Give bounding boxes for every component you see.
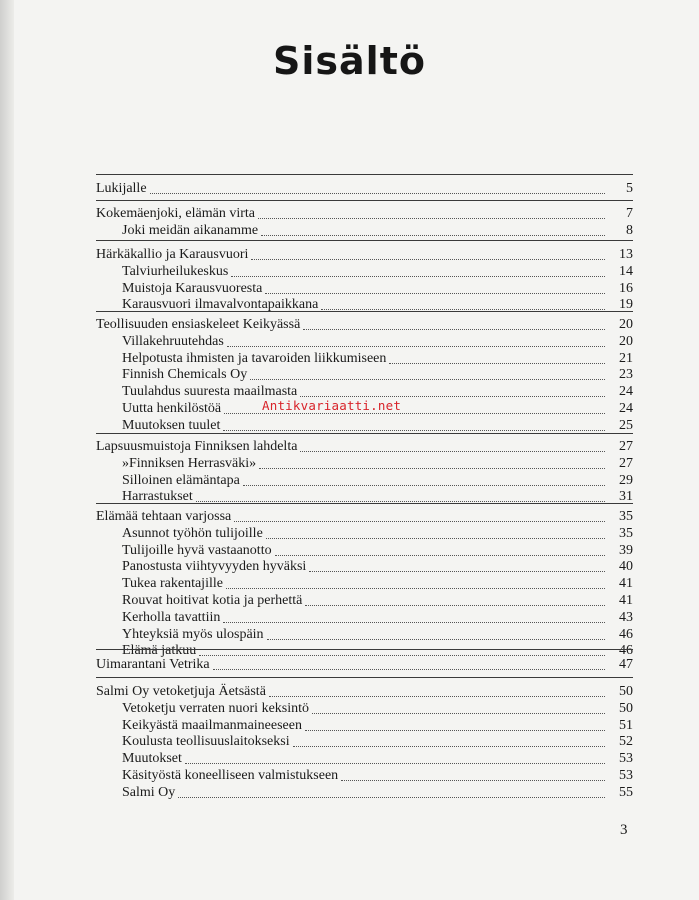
toc-subentry[interactable] (122, 700, 633, 717)
dot-leader (265, 293, 605, 294)
page-reference: 53 (619, 768, 633, 783)
section-title: Uimarantani Vetrika (96, 657, 210, 672)
subentry-title: Villakehruutehdas (122, 333, 224, 349)
dot-leader (259, 468, 605, 469)
subentry-title: Joki meidän aikanamme (122, 222, 259, 238)
subentry-title: Elämä jatkuu (122, 643, 197, 659)
section-title: Lapsuusmuistoja Finniksen lahdelta (96, 439, 298, 454)
subentry-title: Muutokset (122, 751, 182, 767)
toc-subentry[interactable] (122, 626, 633, 643)
section-separator (96, 200, 633, 201)
page-reference: 39 (619, 542, 633, 558)
subentry-title: Asunnot työhön tulijoille (122, 525, 263, 541)
dot-leader (258, 218, 605, 219)
subentry-title: Yhteyksiä myös ulospäin (122, 626, 264, 642)
toc-subentry[interactable] (122, 750, 633, 767)
toc-section-entry[interactable] (96, 656, 633, 673)
subentry-title: Helpotusta ihmisten ja tavaroiden liikkumiseen (122, 350, 387, 366)
subentry-title: Keikyästä maailmanmaineeseen (122, 717, 302, 733)
page-reference: 8 (626, 222, 633, 238)
toc-section-entry[interactable] (96, 508, 633, 525)
page-reference: 14 (619, 263, 633, 279)
dot-leader (223, 622, 605, 623)
subentry-title: Salmi Oy (122, 784, 176, 800)
subentry-title: Uutta henkilöstöä (122, 401, 222, 416)
dot-leader (234, 521, 605, 522)
dot-leader (223, 430, 605, 431)
subentry-title: Muistoja Karausvuoresta (122, 280, 263, 296)
page-reference: 35 (619, 509, 633, 524)
subentry-title: Muutoksen tuulet (122, 417, 221, 433)
page-reference: 55 (619, 784, 633, 800)
toc-subentry[interactable] (122, 400, 633, 417)
dot-leader (300, 451, 605, 452)
toc-subentry[interactable] (122, 417, 633, 434)
dot-leader (269, 696, 605, 697)
dot-leader (275, 555, 605, 556)
subentry-title: »Finniksen Herrasväki» (122, 455, 257, 471)
dot-leader (293, 746, 605, 747)
subentry-title: Vetoketju verraten nuori keksintö (122, 700, 310, 716)
section-separator (96, 433, 633, 434)
toc-subentry[interactable] (122, 592, 633, 609)
section-separator (96, 503, 633, 504)
page-reference: 21 (619, 350, 633, 366)
page-edge-shadow (0, 0, 14, 900)
page-reference: 52 (619, 734, 633, 750)
page-reference: 35 (619, 525, 633, 541)
section-title: Härkäkallio ja Karausvuori (96, 247, 249, 262)
page-reference: 7 (626, 206, 633, 221)
dot-leader (224, 413, 605, 414)
subentry-title: Finnish Chemicals Oy (122, 367, 248, 383)
toc-subentry[interactable] (122, 609, 633, 626)
toc-subentry[interactable] (122, 263, 633, 280)
toc-subentry[interactable] (122, 280, 633, 297)
page-reference: 24 (619, 401, 633, 416)
subentry-title: Tuulahdus suuresta maailmasta (122, 384, 298, 400)
subentry-title: Karausvuori ilmavalvontapaikkana (122, 297, 319, 313)
section-separator (96, 240, 633, 241)
page-reference: 51 (619, 717, 633, 733)
page-title: Sisältö (273, 39, 426, 84)
subentry-title: Tukea rakentajille (122, 576, 223, 592)
page-reference: 27 (619, 455, 633, 471)
dot-leader (309, 571, 605, 572)
page-reference: 53 (619, 751, 633, 767)
dot-leader (267, 639, 605, 640)
toc-section-entry[interactable] (96, 180, 633, 197)
section-title: Kokemäenjoki, elämän virta (96, 206, 255, 221)
dot-leader (312, 713, 605, 714)
page-reference: 46 (619, 626, 633, 642)
toc-subentry[interactable] (122, 366, 633, 383)
dot-leader (213, 669, 605, 670)
page-reference: 50 (619, 700, 633, 716)
subentry-title: Rouvat hoitivat kotia ja perhettä (122, 593, 303, 608)
dot-leader (250, 379, 605, 380)
subentry-title: Panostusta viihtyvyyden hyväksi (122, 559, 307, 575)
toc-section-entry[interactable] (96, 683, 633, 700)
page-reference: 41 (619, 576, 633, 592)
subentry-title: Talviurheilukeskus (122, 263, 229, 279)
page-reference: 24 (619, 384, 633, 400)
toc-subentry[interactable] (122, 333, 633, 350)
dot-leader (300, 396, 605, 397)
page-reference: 23 (619, 367, 633, 383)
section-separator (96, 174, 633, 175)
section-separator (96, 311, 633, 312)
page-reference: 41 (619, 593, 633, 608)
page-reference: 20 (619, 333, 633, 349)
dot-leader (243, 485, 605, 486)
section-title: Salmi Oy vetoketjuja Äetsästä (96, 684, 266, 699)
page-reference: 29 (619, 472, 633, 488)
section-title: Teollisuuden ensiaskeleet Keikyässä (96, 317, 301, 332)
toc-section-entry[interactable] (96, 246, 633, 263)
page-reference: 31 (619, 489, 633, 505)
page-reference: 19 (619, 297, 633, 313)
toc-section-entry[interactable] (96, 316, 633, 333)
dot-leader (266, 538, 605, 539)
section-title: Elämää tehtaan varjossa (96, 509, 232, 524)
subentry-title: Tulijoille hyvä vastaanotto (122, 542, 272, 558)
page-reference: 46 (619, 643, 633, 659)
dot-leader (261, 235, 605, 236)
toc-subentry[interactable] (122, 784, 633, 801)
toc-subentry[interactable] (122, 542, 633, 559)
toc-subentry[interactable] (122, 472, 633, 489)
toc-subentry[interactable] (122, 558, 633, 575)
toc-subentry[interactable] (122, 525, 633, 542)
section-separator (96, 677, 633, 678)
page-reference: 43 (619, 609, 633, 625)
page-reference: 13 (619, 247, 633, 262)
toc-subentry[interactable] (122, 733, 633, 750)
dot-leader (251, 259, 605, 260)
dot-leader (231, 276, 605, 277)
subentry-title: Koulusta teollisuuslaitokseksi (122, 734, 290, 750)
dot-leader (227, 346, 605, 347)
page-reference: 47 (619, 657, 633, 672)
page-reference: 25 (619, 417, 633, 433)
toc-subentry[interactable] (122, 222, 633, 239)
dot-leader (226, 588, 605, 589)
page-reference: 20 (619, 317, 633, 332)
page-reference: 5 (626, 181, 633, 196)
toc-section-entry[interactable] (96, 205, 633, 222)
dot-leader (178, 797, 605, 798)
page-reference: 27 (619, 439, 633, 454)
dot-leader (303, 329, 605, 330)
page-reference: 50 (619, 684, 633, 699)
toc-subentry[interactable] (122, 717, 633, 734)
toc-subentry[interactable] (122, 455, 633, 472)
toc-subentry[interactable] (122, 575, 633, 592)
dot-leader (389, 363, 605, 364)
dot-leader (185, 763, 605, 764)
watermark: Antikvariaatti.net (262, 398, 402, 413)
subentry-title: Kerholla tavattiin (122, 609, 221, 625)
toc-subentry[interactable] (122, 383, 633, 400)
page-number: 3 (620, 822, 628, 838)
subentry-title: Harrastukset (122, 489, 193, 505)
dot-leader (150, 193, 605, 194)
subentry-title: Käsityöstä koneelliseen valmistukseen (122, 768, 339, 783)
section-title: Lukijalle (96, 181, 147, 196)
dot-leader (305, 605, 605, 606)
toc-subentry[interactable] (122, 350, 633, 367)
dot-leader (341, 780, 605, 781)
subentry-title: Silloinen elämäntapa (122, 472, 240, 488)
page-reference: 40 (619, 559, 633, 575)
toc-subentry[interactable] (122, 767, 633, 784)
dot-leader (305, 730, 605, 731)
section-separator (96, 649, 633, 650)
toc-section-entry[interactable] (96, 438, 633, 455)
page-reference: 16 (619, 280, 633, 296)
